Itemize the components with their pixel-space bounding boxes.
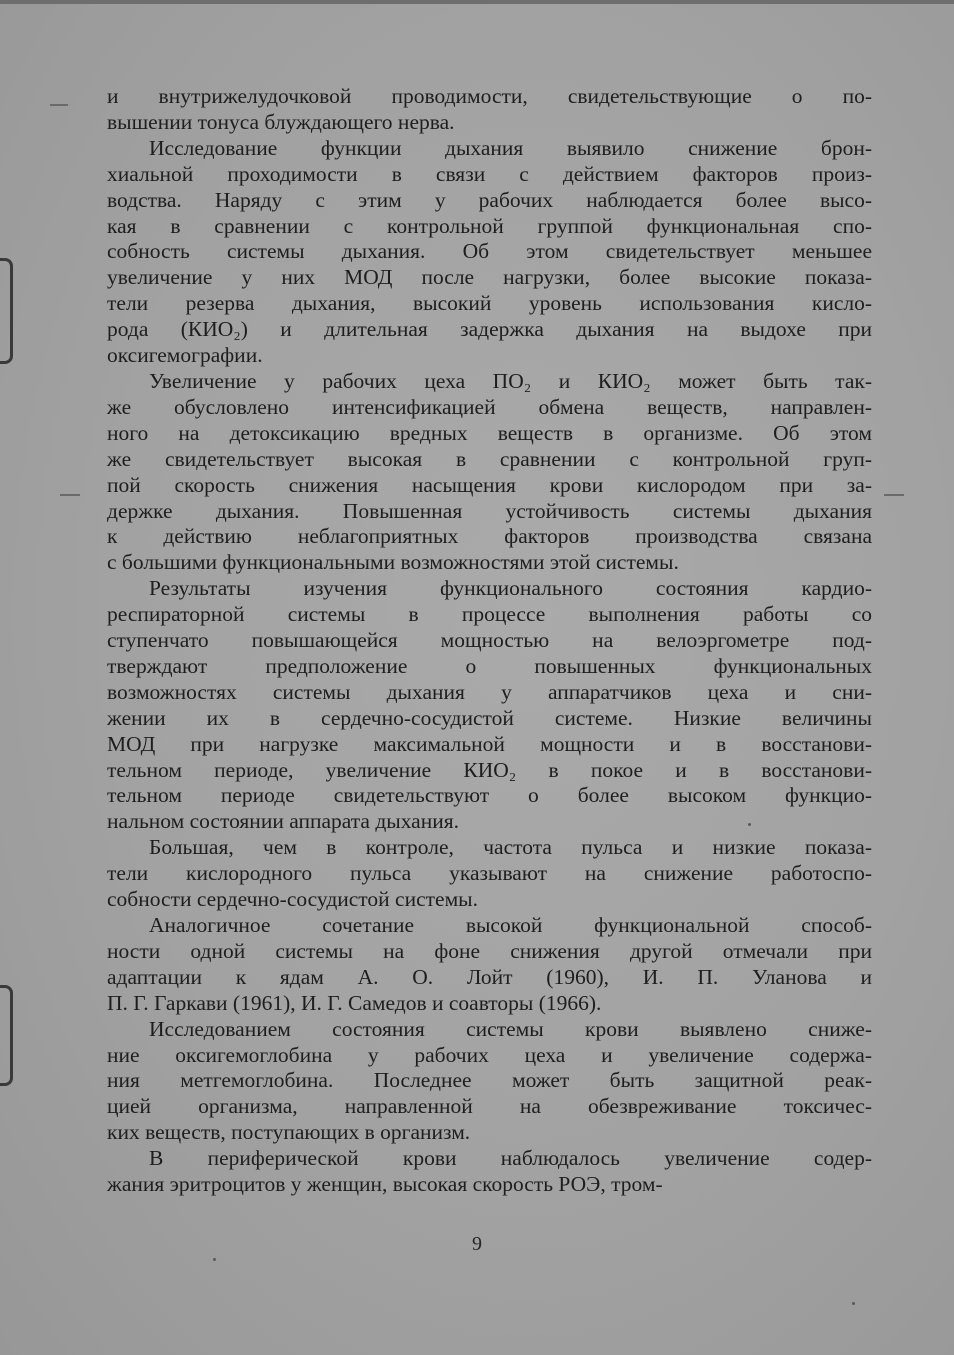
- text-line: увеличение у них МОД после нагрузки, более высокие показа-: [107, 265, 872, 290]
- text-line: Увеличение у рабочих цеха ПО₂ и КИО₂ может быть так-: [149, 368, 872, 393]
- text-line: цией организма, направленной на обезвреживание токсичес-: [107, 1094, 872, 1119]
- paper-speck: [852, 1302, 855, 1305]
- text-line: тели кислородного пульса указывают на снижение работоспо-: [107, 861, 872, 886]
- text-line: к действию неблагоприятных факторов производства связана: [107, 524, 872, 549]
- paragraph: [107, 1146, 872, 1198]
- text-line: ступенчато повышающейся мощностью на велоэргометре под-: [107, 628, 872, 653]
- text-line: тельном периоде свидетельствуют о более высоком функцио-: [107, 783, 872, 808]
- text-line: ние оксигемоглобина у рабочих цеха и увеличение содержа-: [107, 1042, 872, 1067]
- text-line: П. Г. Гаркави (1961), И. Г. Самедов и соавторы (1966).: [107, 990, 602, 1015]
- text-line: Аналогичное сочетание высокой функциональной способ-: [149, 913, 872, 937]
- paragraph: [107, 369, 872, 576]
- text-line: держке дыхания. Повышенная устойчивость системы дыхания: [107, 498, 872, 523]
- text-line: ния метгемоглобина. Последнее может быть защитной реак-: [107, 1068, 872, 1093]
- text-line: тельном периоде, увеличение КИО₂ в покое и в восстанови-: [107, 757, 872, 782]
- text-line: Большая, чем в контроле, частота пульса и низкие показа-: [149, 835, 872, 860]
- text-line: рода (КИО₂) и длительная задержка дыхания на выдохе при: [107, 317, 872, 342]
- paragraph: [107, 136, 872, 369]
- paragraph: [107, 835, 872, 913]
- text-line: МОД при нагрузке максимальной мощности и в восстанови-: [107, 731, 872, 756]
- paragraph: [107, 913, 872, 1017]
- text-line: собности сердечно-сосудистой системы.: [107, 887, 479, 912]
- binding-ring-lower: [0, 985, 13, 1086]
- text-line: жении их в сердечно-сосудистой системе. Низкие величины: [107, 705, 872, 730]
- text-line: Исследованием состояния системы крови выявлено сниже-: [149, 1016, 872, 1041]
- text-line: адаптации к ядам А. О. Лойт (1960), И. П. Уланова и: [107, 964, 872, 989]
- body-text: [107, 84, 872, 1198]
- text-line: и внутрижелудочковой проводимости, свидетельствующие о по-: [107, 84, 872, 108]
- text-line: вышении тонуса блуждающего нерва.: [107, 109, 455, 134]
- text-line: тверждают предположение о повышенных функциональных: [107, 653, 872, 678]
- text-line: же свидетельствует высокая в сравнении с контрольной груп-: [107, 446, 872, 471]
- text-line: пой скорость снижения насыщения крови кислородом при за-: [107, 472, 872, 497]
- paragraph: [107, 576, 872, 835]
- paragraph: [107, 1017, 872, 1147]
- text-line: с большими функциональными возможностями этой системы.: [107, 550, 679, 575]
- text-line: кая в сравнении с контрольной группой функциональная спо-: [107, 213, 872, 238]
- text-line: ких веществ, поступающих в организм.: [107, 1120, 471, 1145]
- paper-speck: [213, 1258, 216, 1261]
- text-line: Результаты изучения функционального состояния кардио-: [149, 576, 872, 601]
- page-number: 9: [472, 1233, 482, 1255]
- text-line: Исследование функции дыхания выявило снижение брон-: [149, 135, 872, 160]
- margin-mark: [60, 494, 80, 496]
- margin-mark: [50, 104, 68, 106]
- text-line: оксигемографии.: [107, 343, 263, 368]
- text-line: В периферической крови наблюдалось увеличение содер-: [149, 1146, 872, 1171]
- text-line: возможностях системы дыхания у аппаратчиков цеха и сни-: [107, 679, 872, 704]
- text-line: респираторной системы в процессе выполнения работы со: [107, 602, 872, 627]
- text-line: же обусловлено интенсификацией обмена веществ, направлен-: [107, 394, 872, 419]
- text-line: тели резерва дыхания, высокий уровень использования кисло-: [107, 291, 872, 316]
- text-line: хиальной проходимости в связи с действием факторов произ-: [107, 161, 872, 186]
- text-line: собность системы дыхания. Об этом свидетельствует меньшее: [107, 239, 872, 264]
- text-line: водства. Наряду с этим у рабочих наблюдается более высо-: [107, 187, 872, 212]
- binding-ring-upper: [0, 258, 13, 364]
- text-line: жания эритроцитов у женщин, высокая скорость РОЭ, тром-: [107, 1172, 663, 1197]
- margin-mark: [884, 494, 904, 496]
- text-line: ности одной системы на фоне снижения другой отмечали при: [107, 938, 872, 963]
- paragraph: [107, 84, 872, 136]
- text-line: ного на детоксикацию вредных веществ в организме. Об этом: [107, 420, 872, 445]
- text-line: нальном состоянии аппарата дыхания.: [107, 809, 459, 834]
- page-top-edge: [0, 0, 954, 4]
